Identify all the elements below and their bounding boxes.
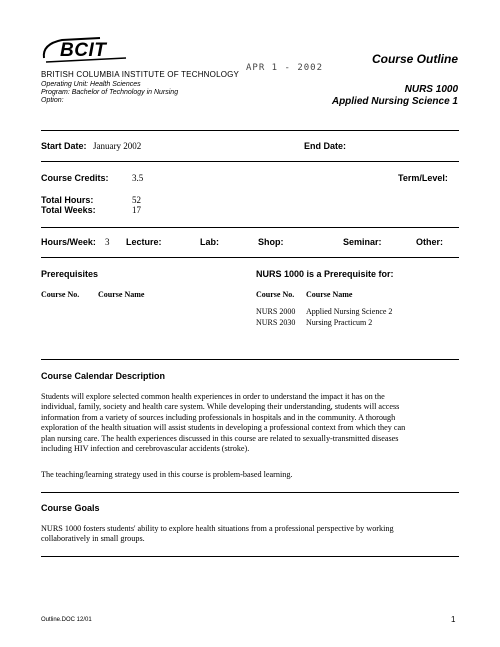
divider	[41, 257, 459, 258]
option: Option:	[41, 97, 64, 104]
start-date-label: Start Date:	[41, 141, 87, 151]
course-credits-value: 3.5	[132, 173, 144, 183]
logo-text: BCIT	[60, 40, 107, 61]
total-hours-label: Total Hours:	[41, 195, 94, 205]
bcit-logo	[40, 36, 140, 66]
total-weeks-label: Total Weeks:	[41, 205, 96, 215]
end-date-label: End Date:	[304, 141, 347, 151]
divider	[41, 359, 459, 360]
seminar-label: Seminar:	[343, 237, 382, 247]
description-line: information from a variety of sources including professionals in hospitals and in the community. A thorough	[41, 412, 396, 422]
divider	[41, 227, 459, 228]
shop-label: Shop:	[258, 237, 284, 247]
course-credits-label: Course Credits:	[41, 173, 109, 183]
prereq-col-course-name: Course Name	[98, 290, 145, 299]
prereq-for-col-course-no: Course No.	[256, 290, 295, 299]
hours-week-label: Hours/Week:	[41, 237, 96, 247]
total-weeks-value: 17	[132, 205, 141, 215]
operating-unit: Operating Unit: Health Sciences	[41, 81, 141, 88]
other-label: Other:	[416, 237, 443, 247]
description-line: including HIV infection and cerebrovascular accidents (stroke).	[41, 444, 250, 454]
divider	[41, 492, 459, 493]
program: Program: Bachelor of Technology in Nursing	[41, 89, 179, 96]
goals-line: collaboratively in small groups.	[41, 534, 145, 544]
description-line: Students will explore selected common health experiences in order to understand the impact it has on the	[41, 392, 385, 401]
course-code: NURS 1000	[404, 84, 458, 95]
description-paragraph	[41, 392, 459, 454]
lab-label: Lab:	[200, 237, 219, 247]
goals-paragraph	[41, 524, 459, 545]
term-level-label: Term/Level:	[398, 173, 448, 183]
prereq-for-course-name: Applied Nursing Science 2	[306, 307, 393, 316]
start-date-value: January 2002	[93, 141, 142, 151]
divider	[41, 130, 459, 131]
prereq-for-col-course-name: Course Name	[306, 290, 353, 299]
prereq-for-course-no: NURS 2000	[256, 307, 296, 316]
teaching-strategy: The teaching/learning strategy used in this course is problem-based learning.	[41, 470, 293, 479]
hours-week-value: 3	[105, 237, 110, 247]
description-line: individual, family, society and health care system. While developing their understanding, students will access	[41, 402, 400, 412]
prerequisite-for-heading: NURS 1000 is a Prerequisite for:	[256, 269, 394, 279]
prereq-col-course-no: Course No.	[41, 290, 80, 299]
institution-name: BRITISH COLUMBIA INSTITUTE OF TECHNOLOGY	[41, 70, 240, 79]
document-title: Course Outline	[371, 52, 458, 66]
divider	[41, 161, 459, 162]
received-stamp: APR 1 - 2002	[246, 63, 324, 73]
footer-file: Outline.DOC 12/01	[41, 617, 92, 623]
description-line: plan nursing care. The health experiences discussed in this course are related to sexually-transmitted diseases	[41, 433, 399, 443]
prerequisites-heading: Prerequisites	[41, 269, 99, 279]
divider	[41, 556, 459, 557]
page-number: 1	[451, 615, 456, 624]
course-name: Applied Nursing Science 1	[331, 96, 458, 107]
total-hours-value: 52	[132, 195, 141, 205]
lecture-label: Lecture:	[126, 237, 162, 247]
description-line: exploration of the health situation will assist students in developing a professional context from which they can	[41, 423, 406, 433]
prereq-for-course-no: NURS 2030	[256, 318, 296, 327]
goals-line: NURS 1000 fosters students' ability to explore health situations from a professional perspective by working	[41, 524, 394, 533]
prereq-for-course-name: Nursing Practicum 2	[306, 318, 373, 327]
goals-heading: Course Goals	[41, 503, 100, 513]
description-heading: Course Calendar Description	[41, 371, 166, 381]
